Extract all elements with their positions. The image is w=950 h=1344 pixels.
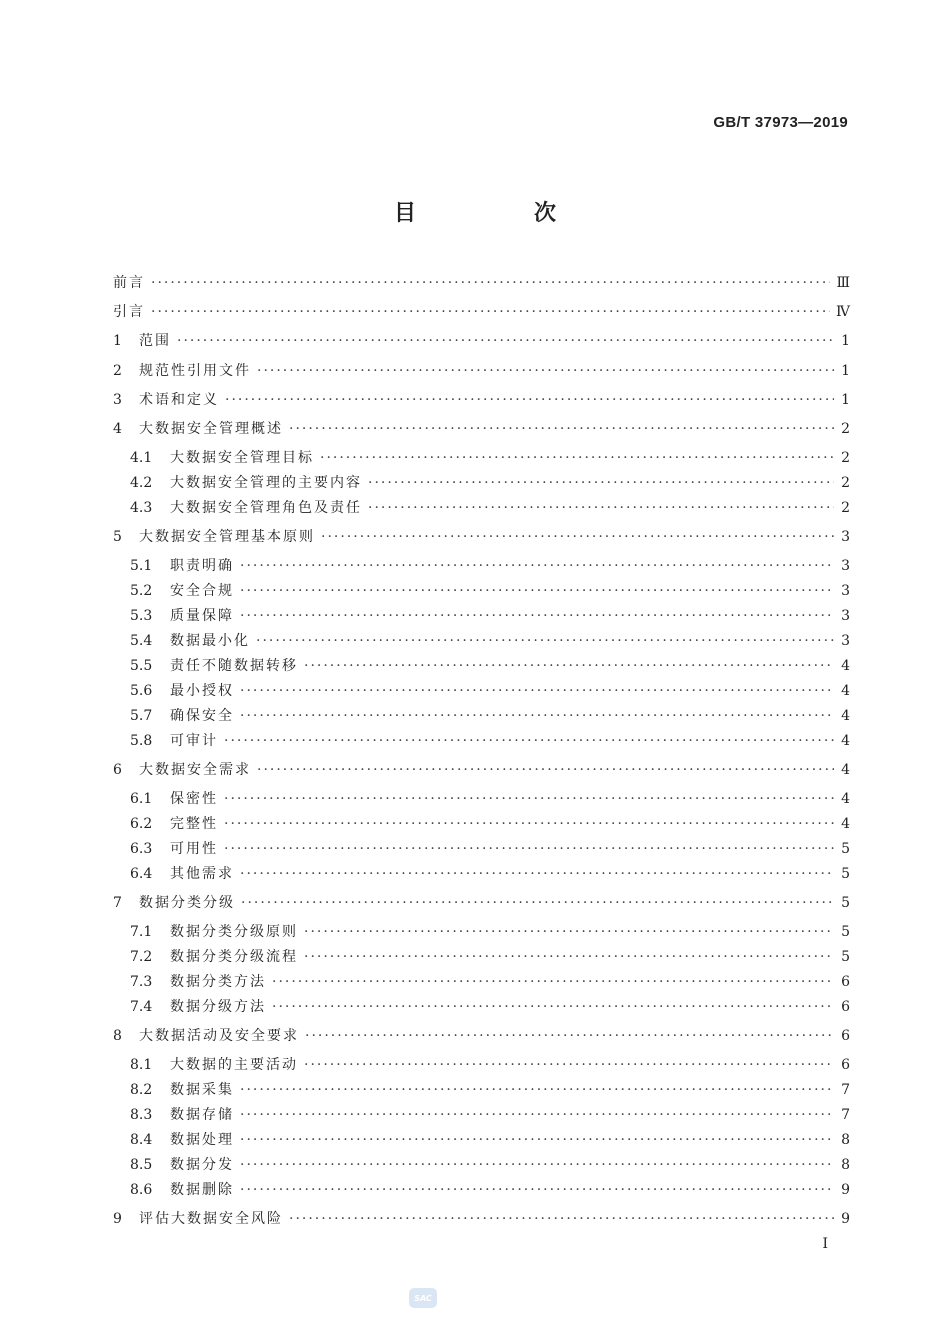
- toc-entry-page: 4: [841, 762, 850, 778]
- document-code: GB/T 37973—2019: [713, 114, 848, 131]
- toc-entry-page: 9: [841, 1211, 850, 1227]
- toc-title: 目 次: [393, 201, 604, 226]
- toc-entry-page: 1: [841, 363, 850, 379]
- toc-entry-number: 7.2: [130, 949, 153, 965]
- toc-entry-page: 7: [841, 1107, 850, 1123]
- toc-subentry[interactable]: [130, 497, 850, 519]
- toc-entry-label: 数据分类分级: [139, 895, 235, 911]
- toc-subentry[interactable]: [130, 971, 850, 993]
- toc-entry[interactable]: [113, 301, 850, 323]
- toc-entry-page: Ⅲ: [836, 275, 850, 291]
- toc-dot-leader: [272, 971, 834, 993]
- toc-entry-label: 大数据安全需求: [139, 762, 251, 778]
- toc-entry-label: 大数据安全管理目标: [170, 450, 314, 466]
- toc-entry-page: 2: [841, 500, 850, 516]
- toc-entry-label: 数据采集: [170, 1082, 234, 1098]
- toc-entry-number: 6: [113, 762, 122, 778]
- toc-entry-label: 大数据安全管理角色及责任: [170, 500, 362, 516]
- toc-entry-label: 前言: [113, 275, 145, 291]
- toc-subentry[interactable]: [130, 1129, 850, 1151]
- toc-entry-page: 7: [841, 1082, 850, 1098]
- toc-dot-leader: [224, 730, 834, 752]
- toc-dot-leader: [240, 605, 834, 627]
- toc-entry-page: 4: [841, 658, 850, 674]
- toc-dot-leader: [240, 705, 834, 727]
- toc-dot-leader: [304, 1054, 834, 1076]
- toc-dot-leader: [240, 580, 834, 602]
- toc-dot-leader: [241, 892, 834, 914]
- toc-subentry[interactable]: [130, 680, 850, 702]
- toc-entry-number: 5.2: [130, 583, 153, 599]
- toc-entry-page: 5: [841, 949, 850, 965]
- toc-entry-page: 2: [841, 421, 850, 437]
- toc-entry-number: 5.5: [130, 658, 153, 674]
- toc-entry-number: 9: [113, 1211, 122, 1227]
- toc-subentry[interactable]: [130, 1179, 850, 1201]
- toc-entry-label: 责任不随数据转移: [170, 658, 298, 674]
- toc-dot-leader: [304, 946, 834, 968]
- toc-subentry[interactable]: [130, 813, 850, 835]
- toc-entry-page: 6: [841, 1028, 850, 1044]
- toc-entry-label: 引言: [113, 304, 145, 320]
- toc-entry-label: 数据分类分级原则: [170, 924, 298, 940]
- toc-entry-label: 数据分类分级流程: [170, 949, 298, 965]
- toc-dot-leader: [240, 1079, 834, 1101]
- toc-entry-number: 5: [113, 529, 122, 545]
- toc-entry-number: 8.3: [130, 1107, 153, 1123]
- toc-dot-leader: [224, 813, 834, 835]
- toc-entry[interactable]: [113, 389, 850, 411]
- toc-entry-number: 7: [113, 895, 122, 911]
- toc-subentry[interactable]: [130, 655, 850, 677]
- toc-dot-leader: [320, 447, 834, 469]
- toc-entry-number: 8.5: [130, 1157, 153, 1173]
- toc-entry-page: 3: [841, 558, 850, 574]
- toc-entry-page: 8: [841, 1132, 850, 1148]
- toc-entry-number: 5.1: [130, 558, 153, 574]
- toc-dot-leader: [240, 863, 834, 885]
- toc-entry-page: 1: [841, 392, 850, 408]
- toc-entry-number: 6.4: [130, 866, 153, 882]
- toc-entry[interactable]: [113, 759, 850, 781]
- toc-entry-label: 数据处理: [170, 1132, 234, 1148]
- toc-entry-number: 6.3: [130, 841, 153, 857]
- toc-entry-label: 质量保障: [170, 608, 234, 624]
- toc-entry-number: 4.3: [130, 500, 153, 516]
- toc-entry[interactable]: [113, 418, 850, 440]
- toc-subentry[interactable]: [130, 605, 850, 627]
- toc-entry-number: 3: [113, 392, 122, 408]
- toc-entry[interactable]: [113, 526, 850, 548]
- toc-entry-number: 4.2: [130, 475, 153, 491]
- toc-entry-page: 3: [841, 583, 850, 599]
- toc-entry-number: 2: [113, 363, 122, 379]
- toc-entry-page: 3: [841, 608, 850, 624]
- toc-entry-page: 6: [841, 999, 850, 1015]
- toc-subentry[interactable]: [130, 788, 850, 810]
- toc-dot-leader: [304, 921, 834, 943]
- toc-entry-label: 大数据的主要活动: [170, 1057, 298, 1073]
- toc-dot-leader: [177, 330, 834, 352]
- toc-dot-leader: [225, 389, 834, 411]
- toc-entry-label: 大数据安全管理概述: [139, 421, 283, 437]
- toc-dot-leader: [257, 360, 834, 382]
- toc-entry-label: 术语和定义: [139, 392, 219, 408]
- toc-entry-page: 4: [841, 791, 850, 807]
- toc-entry-number: 5.3: [130, 608, 153, 624]
- toc-dot-leader: [240, 680, 834, 702]
- toc-entry-label: 数据存储: [170, 1107, 234, 1123]
- toc-dot-leader: [240, 1104, 834, 1126]
- toc-subentry[interactable]: [130, 630, 850, 652]
- toc-entry-label: 大数据安全管理的主要内容: [170, 475, 362, 491]
- toc-entry-label: 数据分级方法: [170, 999, 266, 1015]
- toc-entry-page: Ⅳ: [836, 304, 850, 320]
- toc-dot-leader: [256, 630, 834, 652]
- toc-entry-number: 5.7: [130, 708, 153, 724]
- toc-entry-number: 5.6: [130, 683, 153, 699]
- toc-entry-page: 2: [841, 475, 850, 491]
- toc-dot-leader: [224, 788, 834, 810]
- toc-entry[interactable]: [113, 1025, 850, 1047]
- toc-entry-page: 4: [841, 733, 850, 749]
- toc-subentry[interactable]: [130, 472, 850, 494]
- toc-dot-leader: [289, 418, 834, 440]
- toc-entry-label: 完整性: [170, 816, 218, 832]
- toc-subentry[interactable]: [130, 1154, 850, 1176]
- toc-entry-number: 5.4: [130, 633, 153, 649]
- toc-dot-leader: [240, 1179, 834, 1201]
- toc-entry-page: 4: [841, 683, 850, 699]
- toc-dot-leader: [240, 1154, 834, 1176]
- toc-entry-label: 其他需求: [170, 866, 234, 882]
- toc-subentry[interactable]: [130, 447, 850, 469]
- toc-subentry[interactable]: [130, 838, 850, 860]
- toc-entry-page: 5: [841, 866, 850, 882]
- toc-entry-page: 6: [841, 974, 850, 990]
- toc-dot-leader: [321, 526, 834, 548]
- toc-entry-label: 可用性: [170, 841, 218, 857]
- toc-entry-page: 9: [841, 1182, 850, 1198]
- toc-dot-leader: [305, 1025, 834, 1047]
- toc-entry-page: 8: [841, 1157, 850, 1173]
- sac-logo-icon: SAC: [409, 1288, 437, 1308]
- toc-entry-label: 数据分类方法: [170, 974, 266, 990]
- toc-entry-number: 4.1: [130, 450, 153, 466]
- toc-entry-page: 4: [841, 708, 850, 724]
- toc-entry[interactable]: [113, 360, 850, 382]
- toc-dot-leader: [257, 759, 834, 781]
- toc-entry-label: 大数据安全管理基本原则: [139, 529, 315, 545]
- toc-entry-label: 安全合规: [170, 583, 234, 599]
- page-folio: Ⅰ: [822, 1236, 828, 1252]
- toc-entry-number: 4: [113, 421, 122, 437]
- toc-entry-number: 7.3: [130, 974, 153, 990]
- toc-dot-leader: [240, 555, 834, 577]
- toc-dot-leader: [224, 838, 834, 860]
- toc-entry-label: 保密性: [170, 791, 218, 807]
- toc-subentry[interactable]: [130, 580, 850, 602]
- toc-entry[interactable]: [113, 1208, 850, 1230]
- toc-entry-number: 6.2: [130, 816, 153, 832]
- toc-entry[interactable]: [113, 272, 850, 294]
- toc-entry-number: 7.4: [130, 999, 153, 1015]
- toc-dot-leader: [151, 272, 830, 294]
- toc-entry-label: 数据最小化: [170, 633, 250, 649]
- toc-entry-number: 8.2: [130, 1082, 153, 1098]
- toc-entry-number: 5.8: [130, 733, 153, 749]
- toc-entry-label: 最小授权: [170, 683, 234, 699]
- toc-dot-leader: [240, 1129, 834, 1151]
- toc-dot-leader: [289, 1208, 834, 1230]
- toc-subentry[interactable]: [130, 921, 850, 943]
- toc-entry-page: 1: [841, 333, 850, 349]
- toc-dot-leader: [272, 996, 834, 1018]
- toc-entry-page: 3: [841, 529, 850, 545]
- toc-subentry[interactable]: [130, 863, 850, 885]
- toc-entry-page: 5: [841, 895, 850, 911]
- toc-entry-label: 范围: [139, 333, 171, 349]
- toc-entry[interactable]: [113, 330, 850, 352]
- toc-subentry[interactable]: [130, 1104, 850, 1126]
- toc-entry-label: 规范性引用文件: [139, 363, 251, 379]
- toc-entry-number: 8.4: [130, 1132, 153, 1148]
- toc-entry-number: 6.1: [130, 791, 153, 807]
- toc-entry-label: 确保安全: [170, 708, 234, 724]
- toc-entry-label: 大数据活动及安全要求: [139, 1028, 299, 1044]
- toc-entry-label: 职责明确: [170, 558, 234, 574]
- toc-entry-page: 6: [841, 1057, 850, 1073]
- toc-entry-label: 评估大数据安全风险: [139, 1211, 283, 1227]
- toc-subentry[interactable]: [130, 705, 850, 727]
- toc-entry-label: 数据分发: [170, 1157, 234, 1173]
- toc-entry-number: 8.6: [130, 1182, 153, 1198]
- toc-dot-leader: [368, 472, 834, 494]
- toc-entry-page: 2: [841, 450, 850, 466]
- toc-subentry[interactable]: [130, 1054, 850, 1076]
- toc-subentry[interactable]: [130, 555, 850, 577]
- toc-entry-number: 8.1: [130, 1057, 153, 1073]
- toc-entry-number: 1: [113, 333, 122, 349]
- toc-dot-leader: [304, 655, 834, 677]
- toc-subentry[interactable]: [130, 946, 850, 968]
- toc-entry-page: 3: [841, 633, 850, 649]
- toc-entry-page: 4: [841, 816, 850, 832]
- toc-entry-number: 8: [113, 1028, 122, 1044]
- toc-subentry[interactable]: [130, 996, 850, 1018]
- toc-entry-label: 可审计: [170, 733, 218, 749]
- toc-dot-leader: [151, 301, 830, 323]
- toc-entry-page: 5: [841, 841, 850, 857]
- toc-entry-number: 7.1: [130, 924, 153, 940]
- toc-entry[interactable]: [113, 892, 850, 914]
- toc-entry-label: 数据删除: [170, 1182, 234, 1198]
- toc-subentry[interactable]: [130, 1079, 850, 1101]
- toc-entry-page: 5: [841, 924, 850, 940]
- toc-subentry[interactable]: [130, 730, 850, 752]
- toc-dot-leader: [368, 497, 834, 519]
